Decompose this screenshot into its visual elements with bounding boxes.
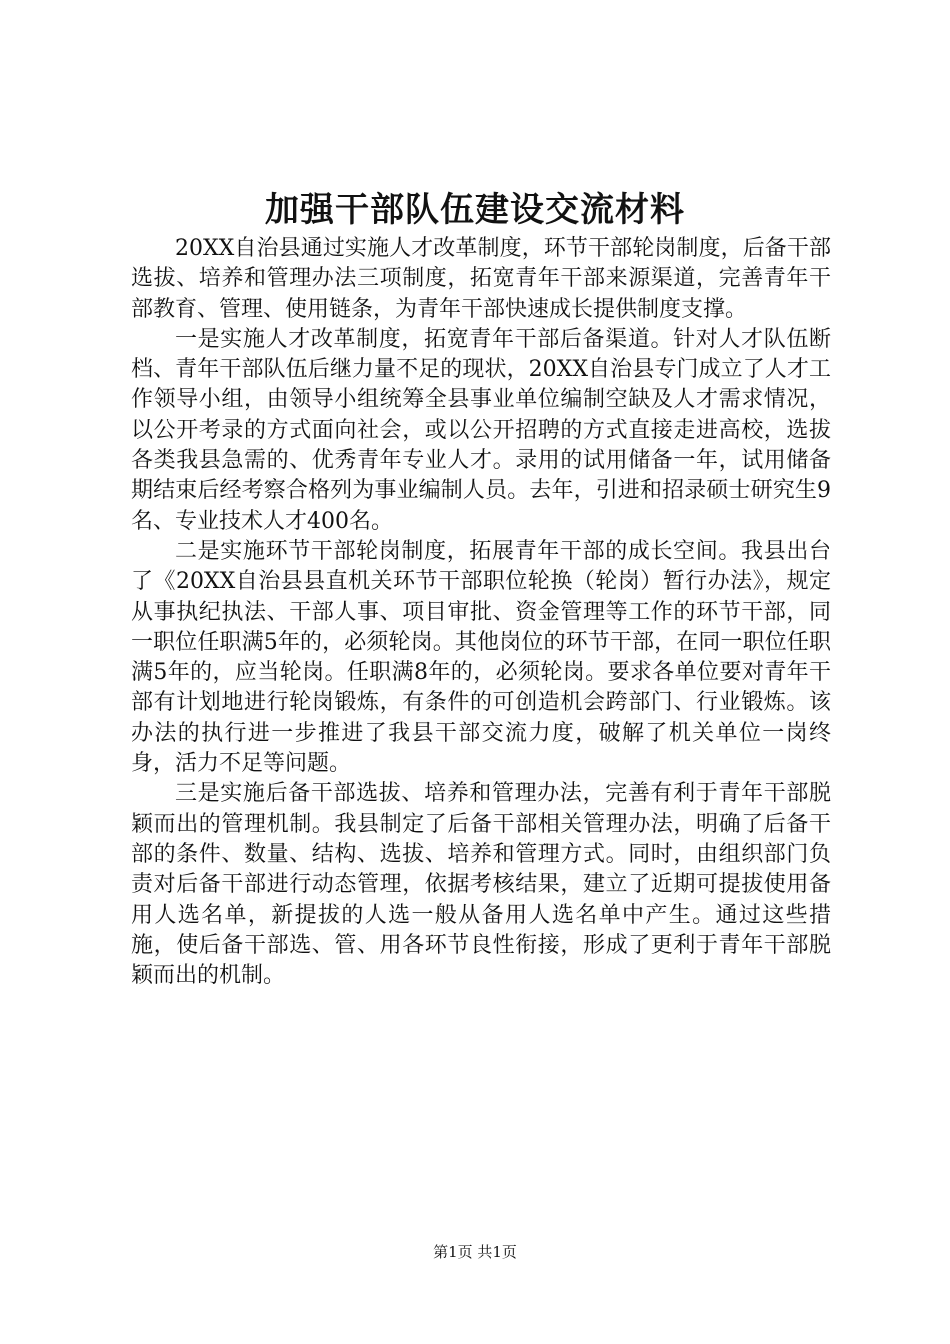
document-body [131, 234, 831, 991]
paragraph-job-rotation: 二是实施环节干部轮岗制度，拓展青年干部的成长空间。我县出台了《20XX自治县县直机关环节干部职位轮换（轮岗）暂行办法》，规定从事执纪执法、干部人事、项目审批、资金管理等工作的环节干部，同一职位任职满5年的，必须轮岗。其他岗位的环节干部，在同一职位任职满5年的，应当轮岗。任职满8年的，必须轮岗。要求各单位要对青年干部有计划地进行轮岗锻炼，有条件的可创造机会跨部门、行业锻炼。该办法的执行进一步推进了我县干部交流力度，破解了机关单位一岗终身，活力不足等问题。 [131, 538, 831, 777]
page-footer: 第1页 共1页 [433, 1243, 517, 1261]
paragraph-talent-reform: 一是实施人才改革制度，拓宽青年干部后备渠道。针对人才队伍断档、青年干部队伍后继力量不足的现状，20XX自治县专门成立了人才工作领导小组，由领导小组统筹全县事业单位编制空缺及人才需求情况，以公开考录的方式面向社会，或以公开招聘的方式直接走进高校，选拔各类我县急需的、优秀青年专业人才。录用的试用储备一年，试用储备期结束后经考察合格列为事业编制人员。去年，引进和招录硕士研究生9名、专业技术人才400名。 [131, 326, 831, 534]
paragraph-reserve-cadres: 三是实施后备干部选拔、培养和管理办法，完善有利于青年干部脱颖而出的管理机制。我县制定了后备干部相关管理办法，明确了后备干部的条件、数量、结构、选拔、培养和管理方式。同时，由组织部门负责对后备干部进行动态管理，依据考核结果，建立了近期可提拔使用备用人选名单，新提拔的人选一般从备用人选名单中产生。通过这些措施，使后备干部选、管、用各环节良性衔接，形成了更利于青年干部脱颖而出的机制。 [131, 781, 831, 989]
paragraph-intro: 20XX自治县通过实施人才改革制度，环节干部轮岗制度，后备干部选拔、培养和管理办法三项制度，拓宽青年干部来源渠道，完善青年干部教育、管理、使用链条，为青年干部快速成长提供制度支撑。 [131, 236, 831, 322]
document-title: 加强干部队伍建设交流材料 [265, 190, 685, 230]
